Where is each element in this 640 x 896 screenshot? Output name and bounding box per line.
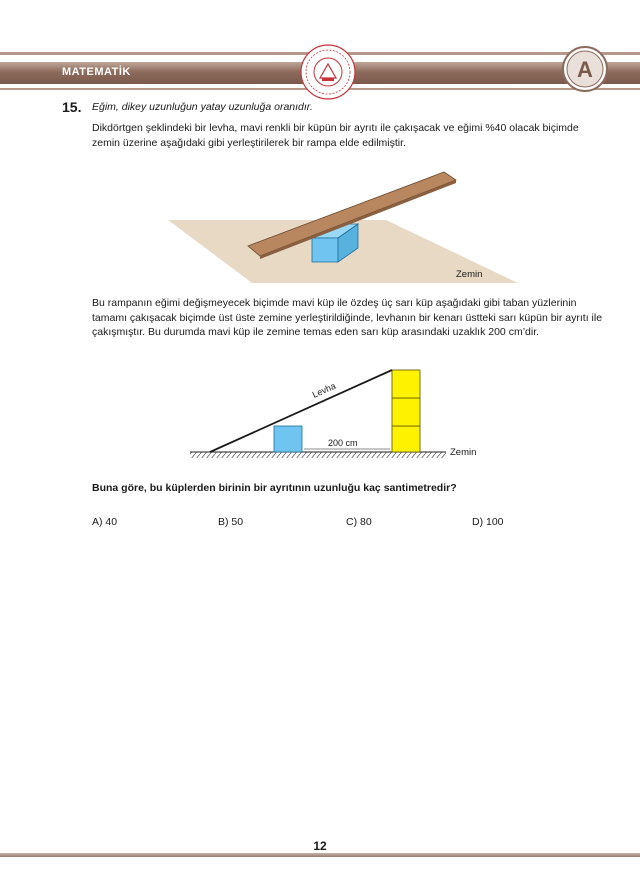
option-c[interactable]: C) 80: [346, 516, 372, 528]
question-paragraph-2: Bu rampanın eğimi değişmeyecek biçimde mavi küp ile özdeş üç sarı küp aşağıdaki gibi taban yüzlerinin tamamı çakışacak biçimde üst üste zemine yerleştirildiğinde, levhanın bir kenarı üstteki sarı küpün bir ayrıtı ile çakışmıştır. Bu durumda mavi küp ile zemine temas eden sarı küp arasındaki uzaklık 200 cm’dir.: [92, 297, 603, 338]
yellow-cube-middle: [392, 398, 420, 426]
slope-definition: Eğim, dikey uzunluğun yatay uzunluğa oranıdır.: [92, 101, 313, 113]
yellow-cube-top: [392, 370, 420, 398]
page-number: 12: [313, 839, 327, 853]
booklet-letter-badge: [562, 46, 608, 92]
blue-cube: [274, 426, 302, 452]
yellow-cube-bottom: [392, 426, 420, 452]
blue-cube-front: [312, 238, 338, 262]
ramp-figure-2: [180, 364, 490, 468]
option-d[interactable]: D) 100: [472, 516, 504, 528]
option-b[interactable]: B) 50: [218, 516, 244, 528]
question-prompt: Buna göre, bu küplerden birinin bir ayrıtının uzunluğu kaç santimetredir?: [92, 482, 457, 494]
subject-title: MATEMATİK: [62, 66, 131, 78]
question-paragraph-1: Dikdörtgen şeklindeki bir levha, mavi renkli bir küpün bir ayrıtı ile çakışacak ve eğimi %40 olacak biçimde zemin üzerine aşağıdaki gibi yerleştirilerek bir rampa elde edilmiştir.: [92, 122, 579, 149]
ground-label: Zemin: [456, 269, 483, 280]
option-a[interactable]: A) 40: [92, 516, 118, 528]
footer-rule: [0, 853, 640, 857]
booklet-letter: A: [577, 57, 593, 82]
ministry-seal-logo: [300, 44, 356, 100]
plank-label: Levha: [310, 380, 338, 400]
ground-hatch: [190, 452, 446, 458]
ground-label: Zemin: [450, 447, 477, 458]
distance-label: 200 cm: [328, 438, 358, 448]
ramp-figure-1: [160, 168, 530, 288]
question-number: 15.: [62, 99, 82, 115]
